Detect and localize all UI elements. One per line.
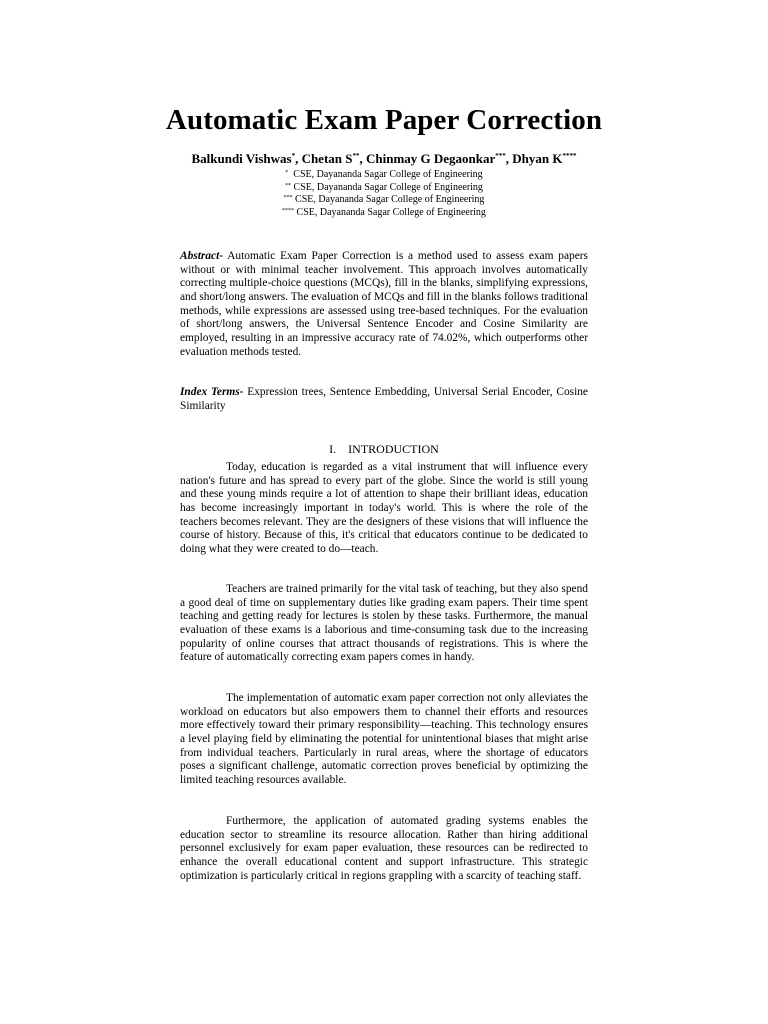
author-mark: *** [495, 152, 506, 160]
index-terms-paragraph [180, 386, 588, 413]
author-separator: , [505, 151, 513, 166]
section-title: INTRODUCTION [348, 442, 439, 456]
author-name: Dhyan K [512, 151, 563, 166]
index-terms-text: Expression trees, Sentence Embedding, Universal Serial Encoder, Cosine Similarity [180, 386, 588, 412]
index-terms-label: Index Terms- [180, 386, 244, 398]
affiliation-text: CSE, Dayananda Sagar College of Engineering [288, 169, 483, 180]
affiliation-line [0, 169, 768, 182]
affiliation-line [0, 194, 768, 207]
affiliation-mark: **** [282, 207, 295, 214]
author-name: Chinmay G Degaonkar [366, 151, 496, 166]
affiliation-text: CSE, Dayananda Sagar College of Engineering [294, 206, 486, 218]
affiliation-line [0, 182, 768, 195]
intro-paragraph-2 [180, 583, 588, 665]
author-line [0, 151, 768, 167]
author-name: Chetan S [301, 151, 353, 166]
body-paragraph: Today, education is regarded as a vital instrument that will influence every nation's future and has spread to every part of the globe. Since the world is still young and these young minds require a lot of attention to shape their brilliant ideas, education has become increasingly important in today's world. This is where the role of the teachers becomes relevant. They are the designers of these visions that will influence the course of history. Because of this, it's critical that educators continue to be dedicated to doing what they were created to do—teach. [180, 461, 588, 555]
affiliation-mark: * [285, 170, 289, 176]
affiliation-line [0, 207, 768, 220]
affiliation-block [0, 169, 768, 219]
abstract-block [180, 250, 588, 359]
index-terms-block [180, 386, 588, 413]
author-separator: , [295, 151, 302, 166]
author-name: Balkundi Vishwas [191, 151, 292, 166]
intro-paragraph-3 [180, 692, 588, 788]
abstract-text: Automatic Exam Paper Correction is a method used to assess exam papers without or with minimal teacher involvement. This approach involves automatically correcting multiple-choice questions (MCQs), fill in the blanks, simplifying expressions, and short/long answers. The evaluation of MCQs and fill in the blanks follows traditional methods, while expressions are assessed using tree-based techniques. For the evaluation of short/long answers, the Universal Sentence Encoder and Cosine Similarity are employed, resulting in an impressive accuracy rate of 74.02%, which outperforms other evaluation methods tested. [180, 250, 588, 358]
body-paragraph: The implementation of automatic exam paper correction not only alleviates the workload on educators but also empowers them to channel their efforts and resources more effectively toward their primary responsibility—teaching. This technology ensures a level playing field by eliminating the potential for unintentional biases that might arise from individual teachers. Particularly in rural areas, where the shortage of educators poses a significant challenge, automatic correction proves beneficial by optimizing the limited teaching resources available. [180, 692, 588, 786]
body-paragraph: Furthermore, the application of automated grading systems enables the education sector to streamline its resource allocation. Rather than hiring additional personnel exclusively for exam paper evaluation, these resources can be redirected to enhance the overall educational content and support infrastructure. This strategic optimization is particularly critical in regions grappling with a scarcity of teaching staff. [180, 815, 588, 882]
affiliation-mark: *** [283, 195, 293, 201]
section-number: I. [329, 442, 337, 456]
author-mark: **** [562, 152, 577, 160]
intro-paragraph-4 [180, 815, 588, 883]
intro-paragraph-1 [180, 461, 588, 557]
body-paragraph: Teachers are trained primarily for the vital task of teaching, but they also spend a good deal of time on supplementary duties like grading exam papers. Their time spent teaching and getting ready for lectures is stolen by these tasks. Furthermore, the manual evaluation of these exams is a laborious and time-consuming task due to the increasing popularity of online courses that attract thousands of registrations. This is where the feature of automatically correcting exam papers comes in handy. [180, 583, 588, 664]
author-mark: * [291, 152, 296, 160]
section-heading [180, 442, 588, 456]
affiliation-text: CSE, Dayananda Sagar College of Engineering [291, 181, 483, 193]
abstract-paragraph [180, 250, 588, 359]
author-mark: ** [352, 152, 360, 160]
paper-title: Automatic Exam Paper Correction [165, 104, 603, 136]
abstract-label: Abstract- [180, 250, 224, 262]
affiliation-text: CSE, Dayananda Sagar College of Engineering [292, 194, 485, 205]
affiliation-mark: ** [285, 182, 292, 189]
author-separator: , [359, 151, 366, 166]
